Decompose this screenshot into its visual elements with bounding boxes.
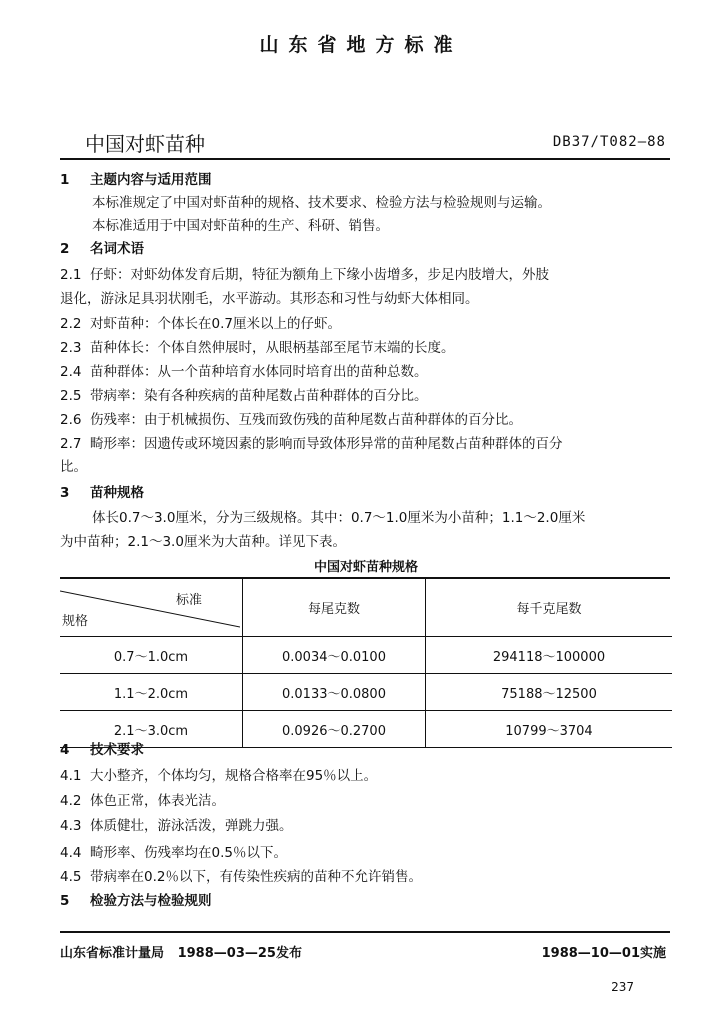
cell-count: 75188～12500: [426, 674, 673, 711]
section-4-heading: 4 技术要求: [60, 742, 144, 758]
page-number: 237: [611, 980, 634, 994]
term-2-7-cont: 比。: [60, 459, 87, 475]
term-2-7: 2.7 畸形率：因遗传或环境因素的影响而导致体形异常的苗种尾数占苗种群体的百分: [60, 436, 563, 452]
req-4-1: 4.1 大小整齐，个体均匀，规格合格率在95％以上。: [60, 768, 378, 784]
req-4-5: 4.5 带病率在0.2％以下，有传染性疾病的苗种不允许销售。: [60, 869, 422, 885]
spec-table: [60, 578, 672, 748]
section-5-heading: 5 检验方法与检验规则: [60, 893, 212, 909]
term-2-4: 2.4 苗种群体：从一个苗种培育水体同时培育出的苗种总数。: [60, 364, 428, 380]
cell-count: 10799～3704: [426, 711, 673, 748]
section-3-heading: 3 苗种规格: [60, 485, 144, 501]
term-2-2: 2.2 对虾苗种：个体长在0.7厘米以上的仔虾。: [60, 316, 341, 332]
section-3-para-1: 体长0.7～3.0厘米，分为三级规格。其中：0.7～1.0厘米为小苗种；1.1～2.0厘米: [92, 510, 586, 526]
cell-grams: 0.0034～0.0100: [243, 637, 426, 674]
section-1-heading: 1 主题内容与适用范围: [60, 172, 212, 188]
document-header: 山东省地方标准: [259, 34, 463, 56]
diagonal-header-cell: [60, 578, 243, 637]
term-2-3: 2.3 苗种体长：个体自然伸展时，从眼柄基部至尾节末端的长度。: [60, 340, 455, 356]
section-1-para-1: 本标准规定了中国对虾苗种的规格、技术要求、检验方法与检验规则与运输。: [92, 195, 551, 211]
footer-issuer-date: 山东省标准计量局 1988—03—25发布: [60, 946, 302, 961]
cell-grams: 0.0133～0.0800: [243, 674, 426, 711]
req-4-3: 4.3 体质健壮，游泳活泼，弹跳力强。: [60, 818, 293, 834]
cell-count: 294118～100000: [426, 637, 673, 674]
req-4-2: 4.2 体色正常，体表光洁。: [60, 793, 225, 809]
table-header-row: [60, 578, 672, 637]
section-1-para-2: 本标准适用于中国对虾苗种的生产、科研、销售。: [92, 218, 389, 234]
term-2-6: 2.6 伤残率：由于机械损伤、互残而致伤残的苗种尾数占苗种群体的百分比。: [60, 412, 522, 428]
table-row: [60, 674, 672, 711]
table-row: [60, 637, 672, 674]
header-standard: 标准: [175, 593, 202, 608]
section-2-heading: 2 名词术语: [60, 241, 144, 257]
header-tails-per-kg: 每千克尾数: [426, 578, 673, 637]
document-title: 中国对虾苗种: [85, 132, 205, 156]
term-2-1: 2.1 仔虾：对虾幼体发育后期，特征为额角上下缘小齿增多，步足内肢增大，外肢: [60, 267, 549, 283]
section-3-para-2: 为中苗种；2.1～3.0厘米为大苗种。详见下表。: [60, 534, 346, 550]
cell-spec: 2.1～3.0cm: [60, 711, 243, 748]
table-caption: 中国对虾苗种规格: [313, 560, 418, 575]
header-spec: 规格: [62, 614, 89, 629]
standard-code: DB37/T082—88: [552, 134, 666, 150]
footer-effective-date: 1988—10—01实施: [541, 946, 666, 961]
footer-rule: [60, 931, 670, 933]
cell-spec: 0.7～1.0cm: [60, 637, 243, 674]
term-2-1-cont: 退化，游泳足具羽状刚毛，水平游动。其形态和习性与幼虾大体相同。: [60, 291, 479, 307]
header-grams-per-tail: 每尾克数: [243, 578, 426, 637]
cell-grams: 0.0926～0.2700: [243, 711, 426, 748]
cell-spec: 1.1～2.0cm: [60, 674, 243, 711]
term-2-5: 2.5 带病率：染有各种疾病的苗种尾数占苗种群体的百分比。: [60, 388, 428, 404]
req-4-4: 4.4 畸形率、伤残率均在0.5％以下。: [60, 845, 287, 861]
title-rule: [60, 158, 670, 160]
